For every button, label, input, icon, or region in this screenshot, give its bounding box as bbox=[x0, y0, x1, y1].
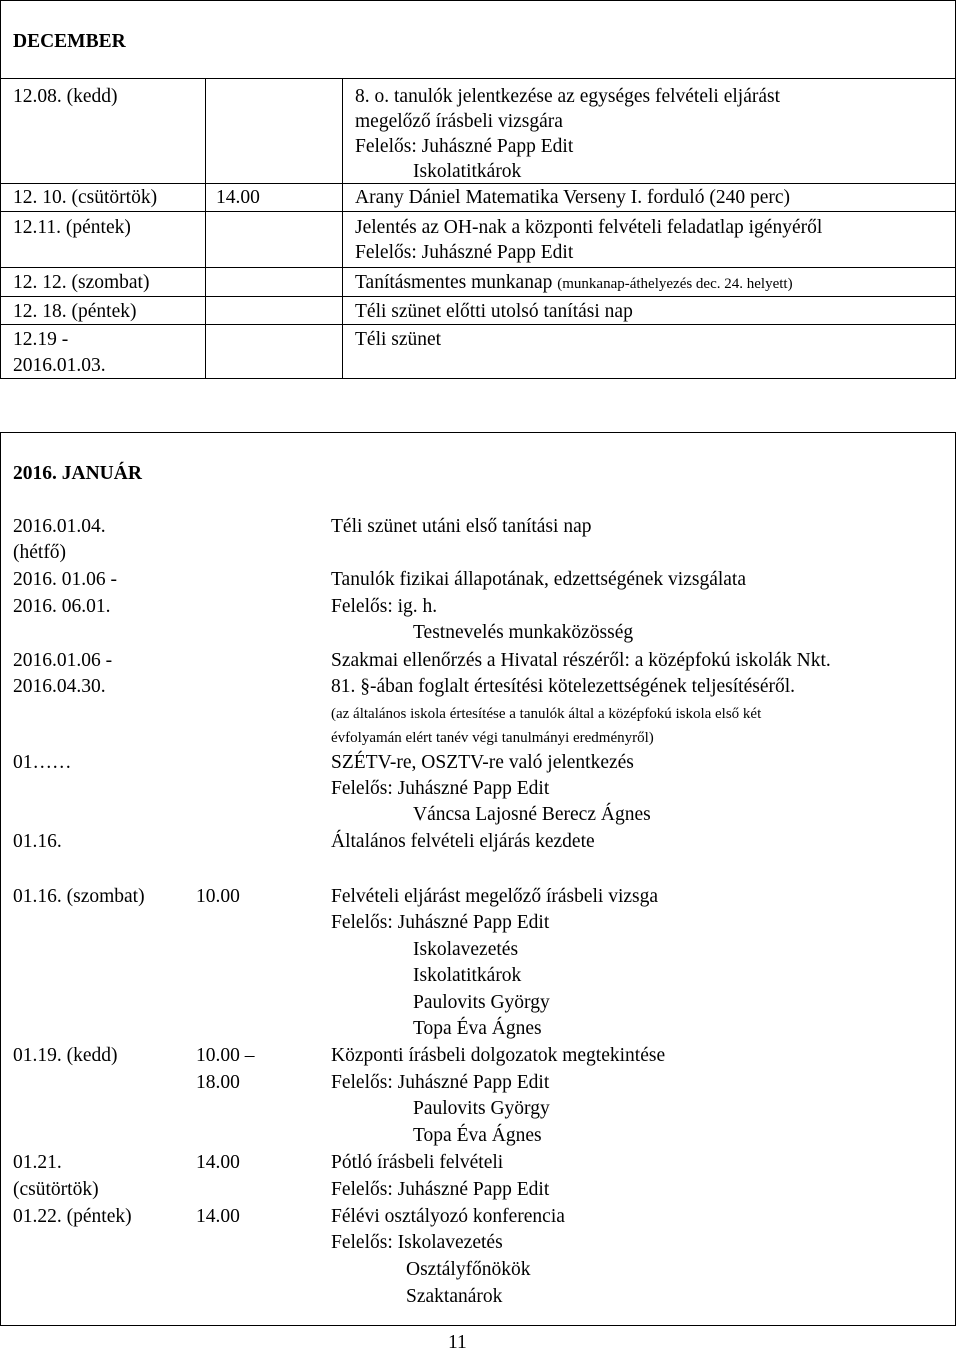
event-responsible: Felelős: ig. h. bbox=[331, 596, 438, 617]
event-date: 2016.01.04. bbox=[13, 516, 106, 537]
event-date: 2016.01.06 - bbox=[13, 650, 113, 671]
event-text: Pótló írásbeli felvételi bbox=[331, 1152, 504, 1173]
event-responsible: Váncsa Lajosné Berecz Ágnes bbox=[413, 804, 651, 825]
event-date: 01.16. (szombat) bbox=[13, 886, 145, 907]
event-date: 12.08. (kedd) bbox=[13, 86, 118, 107]
january-heading: 2016. JANUÁR bbox=[13, 463, 142, 484]
event-responsible: Topa Éva Ágnes bbox=[413, 1125, 542, 1146]
event-responsible: Paulovits György bbox=[413, 1098, 550, 1119]
event-text: 81. §-ában foglalt értesítési kötelezettségének teljesítéséről. bbox=[331, 676, 796, 697]
row-divider bbox=[0, 267, 956, 268]
event-date: 2016.04.30. bbox=[13, 676, 106, 697]
event-date: (hétfő) bbox=[13, 542, 67, 563]
event-responsible: Paulovits György bbox=[413, 992, 550, 1013]
event-text-main: Tanításmentes munkanap bbox=[355, 272, 553, 293]
event-text: Arany Dániel Matematika Verseny I. forduló (240 perc) bbox=[355, 187, 790, 208]
event-responsible: Felelős: Juhászné Papp Edit bbox=[331, 1072, 550, 1093]
event-text: Téli szünet utáni első tanítási nap bbox=[331, 516, 592, 537]
event-text: SZÉTV-re, OSZTV-re való jelentkezés bbox=[331, 752, 634, 773]
event-text: 8. o. tanulók jelentkezése az egységes felvételi eljárást bbox=[355, 86, 781, 107]
event-date: 12.11. (péntek) bbox=[13, 217, 131, 238]
event-date: 01.19. (kedd) bbox=[13, 1045, 118, 1066]
column-divider bbox=[205, 78, 206, 379]
event-responsible: Felelős: Juhászné Papp Edit bbox=[331, 912, 550, 933]
event-date: 01.16. bbox=[13, 831, 62, 852]
event-text: Félévi osztályozó konferencia bbox=[331, 1206, 565, 1227]
event-time: 18.00 bbox=[196, 1072, 240, 1093]
event-time: 10.00 bbox=[196, 886, 240, 907]
event-time: 14.00 bbox=[196, 1206, 240, 1227]
event-text: Téli szünet előtti utolsó tanítási nap bbox=[355, 301, 633, 322]
event-text bbox=[355, 270, 793, 297]
event-responsible: Topa Éva Ágnes bbox=[413, 1018, 542, 1039]
event-responsible: Iskolavezetés bbox=[413, 939, 519, 960]
event-date: 12. 12. (szombat) bbox=[13, 272, 150, 293]
event-date: 12.19 - bbox=[13, 329, 69, 350]
event-time: 14.00 bbox=[196, 1152, 240, 1173]
event-date: 12. 10. (csütörtök) bbox=[13, 187, 158, 208]
event-date: 12. 18. (péntek) bbox=[13, 301, 137, 322]
event-text: megelőző írásbeli vizsgára bbox=[355, 111, 563, 132]
event-date: 01.22. (péntek) bbox=[13, 1206, 132, 1227]
column-divider bbox=[342, 78, 343, 379]
event-responsible: Felelős: Juhászné Papp Edit bbox=[355, 136, 574, 157]
event-text: Szakmai ellenőrzés a Hivatal részéről: a középfokú iskolák Nkt. bbox=[331, 650, 831, 671]
event-text: Központi írásbeli dolgozatok megtekintése bbox=[331, 1045, 666, 1066]
event-time: 10.00 – bbox=[196, 1045, 255, 1066]
event-text: Téli szünet bbox=[355, 329, 442, 350]
event-date: (csütörtök) bbox=[13, 1179, 99, 1200]
event-responsible: Iskolatitkárok bbox=[413, 161, 522, 182]
event-note: (munkanap-áthelyezés dec. 24. helyett) bbox=[557, 276, 793, 292]
event-date: 2016. 01.06 - bbox=[13, 569, 117, 590]
december-heading: DECEMBER bbox=[13, 31, 126, 52]
event-responsible: Osztályfőnökök bbox=[406, 1259, 531, 1280]
event-date: 2016.01.03. bbox=[13, 355, 106, 376]
event-text: Tanulók fizikai állapotának, edzettségének vizsgálata bbox=[331, 569, 746, 590]
event-date: 01…… bbox=[13, 752, 72, 773]
event-date: 01.21. bbox=[13, 1152, 62, 1173]
event-responsible: Felelős: Juhászné Papp Edit bbox=[331, 778, 550, 799]
december-header-divider bbox=[0, 78, 956, 79]
event-responsible: Testnevelés munkaközösség bbox=[413, 622, 634, 643]
event-text: Jelentés az OH-nak a központi felvételi feladatlap igényéről bbox=[355, 217, 823, 238]
event-time: 14.00 bbox=[216, 187, 260, 208]
event-responsible: Iskolatitkárok bbox=[413, 965, 522, 986]
event-responsible: Felelős: Juhászné Papp Edit bbox=[331, 1179, 550, 1200]
event-note: (az általános iskola értesítése a tanulók által a középfokú iskola első két bbox=[331, 706, 762, 722]
event-responsible: Felelős: Juhászné Papp Edit bbox=[355, 242, 574, 263]
event-date: 2016. 06.01. bbox=[13, 596, 111, 617]
event-responsible: Szaktanárok bbox=[406, 1286, 503, 1307]
event-text: Felvételi eljárást megelőző írásbeli vizsga bbox=[331, 886, 659, 907]
page-number: 11 bbox=[448, 1332, 467, 1353]
event-note: évfolyamán elért tanév végi tanulmányi eredményről) bbox=[331, 730, 654, 746]
event-responsible: Felelős: Iskolavezetés bbox=[331, 1232, 503, 1253]
event-text: Általános felvételi eljárás kezdete bbox=[331, 831, 595, 852]
row-divider bbox=[0, 211, 956, 212]
